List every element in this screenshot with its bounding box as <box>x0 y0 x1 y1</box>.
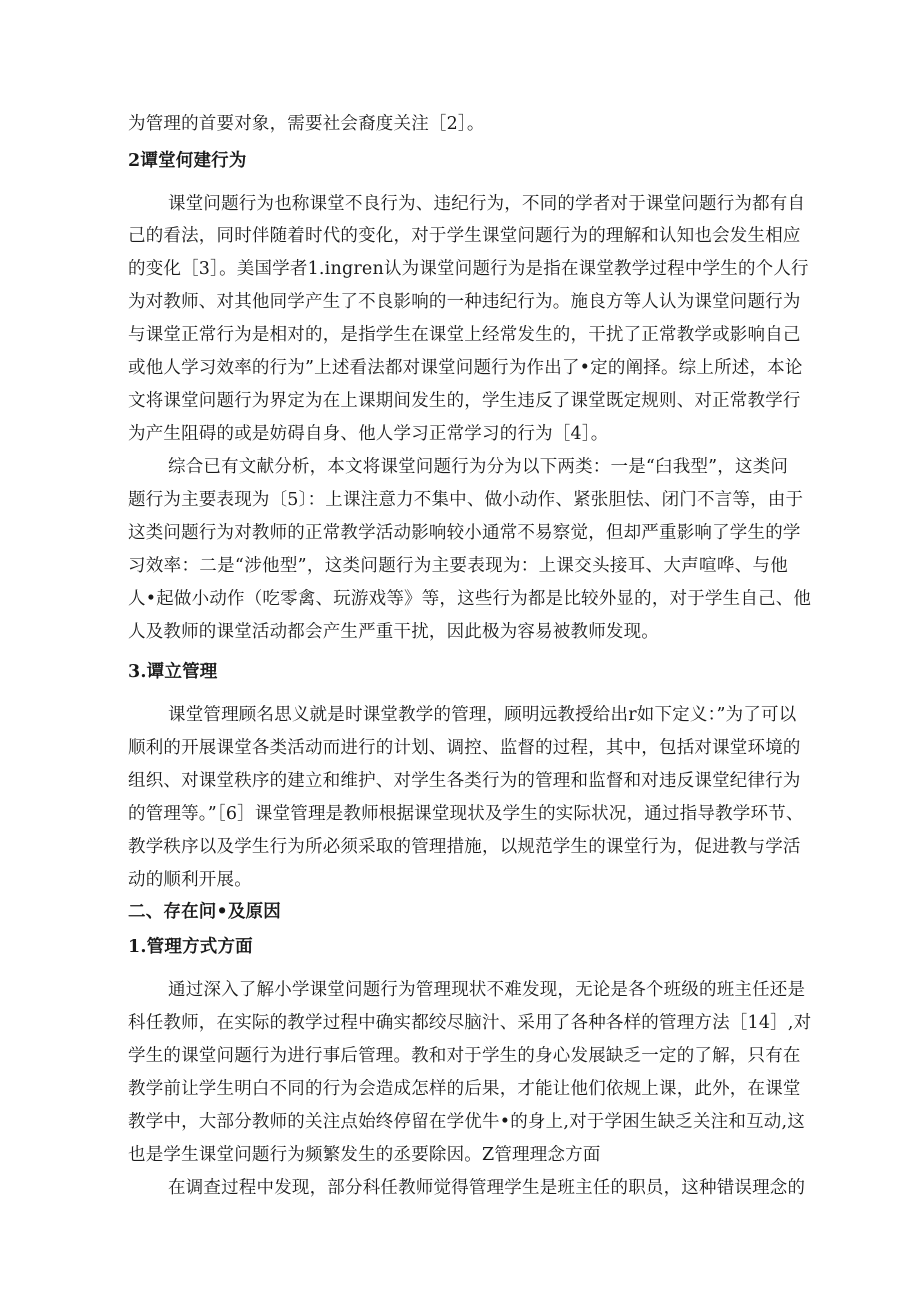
paragraph-line: 组织、对课堂秩序的建立和维护、对学生各类行为的管理和监督和对违反课堂纪律行为 <box>128 771 801 791</box>
paragraph-line: 文将课堂问题行为界定为在上课期间发生的，学生违反了课堂既定规则、对正常教学行 <box>128 391 801 411</box>
paragraph-line: 的管理等。”［6］课堂管理是教师根据课堂现状及学生的实际状况，通过指导教学环节、 <box>128 804 804 824</box>
paragraph-line: 教学前让学生明白不同的行为会造成怎样的后果，才能让他们依规上课，此外，在课堂 <box>128 1079 801 1099</box>
paragraph-line: 这类问题行为对教师的正常教学活动影响较小通常不易察觉，但却严重影响了学生的学 <box>128 523 801 543</box>
subsection-heading-1: 1.管理方式方面 <box>128 937 253 957</box>
paragraph-line: 综合已有文献分析，本文将课堂问题行为分为以下两类：一是“臼我型”，这类问 <box>168 457 789 477</box>
paragraph-line: 题行为主要表现为〔5〕：上课注意力不集中、做小动作、紧张胆怯、闭门不言等，由于 <box>128 490 804 510</box>
paragraph-line: 己的看法，同时伴随着时代的变化，对于学生课堂问题行为的理解和认知也会发生相应 <box>128 226 801 246</box>
section-heading-2: 2谭堂何建行为 <box>128 151 247 171</box>
paragraph-line: 科任教师，在实际的教学过程中确实都绞尽脑汁、采用了各种各样的管理方法［14］,对 <box>128 1013 812 1033</box>
paragraph-line: 或他人学习效率的行为”上述看法都对课堂问题行为作出了•定的阐择。综上所述，本论 <box>128 358 803 378</box>
paragraph-line: 教学中，大部分教师的关注点始终停留在学优牛•的身上,对于学困生缺乏关注和互动,这 <box>128 1112 805 1132</box>
paragraph-line: 课堂问题行为也称课堂不良行为、违纪行为，不同的学者对于课堂问题行为都有自 <box>168 194 806 214</box>
paragraph-line: 的变化［3］。美国学者1.ingren认为课堂问题行为是指在课堂教学过程中学生的个人行 <box>128 259 809 279</box>
paragraph-line: 顺利的开展课堂各类活动而进行的计划、调控、监督的过程，其中，包括对课堂环境的 <box>128 738 801 758</box>
paragraph-line: 为产生阻碍的或是妨碍自身、他人学习正常学习的行为［4］。 <box>128 424 609 444</box>
paragraph-line: 学生的课堂问题行为进行事后管理。教和对于学生的身心发展缺乏一定的了解，只有在 <box>128 1046 801 1066</box>
chapter-heading: 二、存在问•及原因 <box>128 902 281 922</box>
paragraph-line: 为对教师、对其他同学产生了不良影响的一种违纪行为。施良方等人认为课堂问题行为 <box>128 292 801 312</box>
paragraph-line: 习效率：二是“涉他型”，这类问题行为主要表现为：上课交头接耳、大声喧哗、与他 <box>128 556 788 576</box>
paragraph-line: 在调查过程中发现，部分科任教师觉得管理学生是班主任的职员，这种错误理念的 <box>168 1178 806 1198</box>
text-line-continuation: 为管理的首要对象，需要社会裔度关注［2］。 <box>128 114 485 134</box>
paragraph-line: 通过深入了解小学课堂问题行为管理现状不难发现，无论是各个班级的班主任还是 <box>168 980 806 1000</box>
paragraph-line: 课堂管理顾名思义就是时课堂教学的管理，顾明远教授给出r如下定义：”为了可以 <box>168 705 797 725</box>
paragraph-line: 人及教师的课堂活动都会产生严重干扰，因此极为容易被教师发现。 <box>128 622 659 642</box>
section-heading-3: 3.谭立管理 <box>128 662 218 682</box>
paragraph-line: 人•起做小动作（吃零禽、玩游戏等》等，这些行为都是比较外显的，对于学生自己、他 <box>128 589 812 609</box>
paragraph-line-with-inline-heading: 也是学生课堂问题行为频繁发生的丞要除因。Z管理理念方面 <box>128 1145 601 1165</box>
paragraph-line: 教学秩序以及学生行为所必须采取的管理措施，以规范学生的课堂行为，促进教与学活 <box>128 837 801 857</box>
paragraph-line: 与课堂正常行为是相对的，是指学生在课堂上经常发生的，干扰了正常教学或影响自己 <box>128 325 801 345</box>
paragraph-line: 动的顺利开展。 <box>128 870 252 890</box>
